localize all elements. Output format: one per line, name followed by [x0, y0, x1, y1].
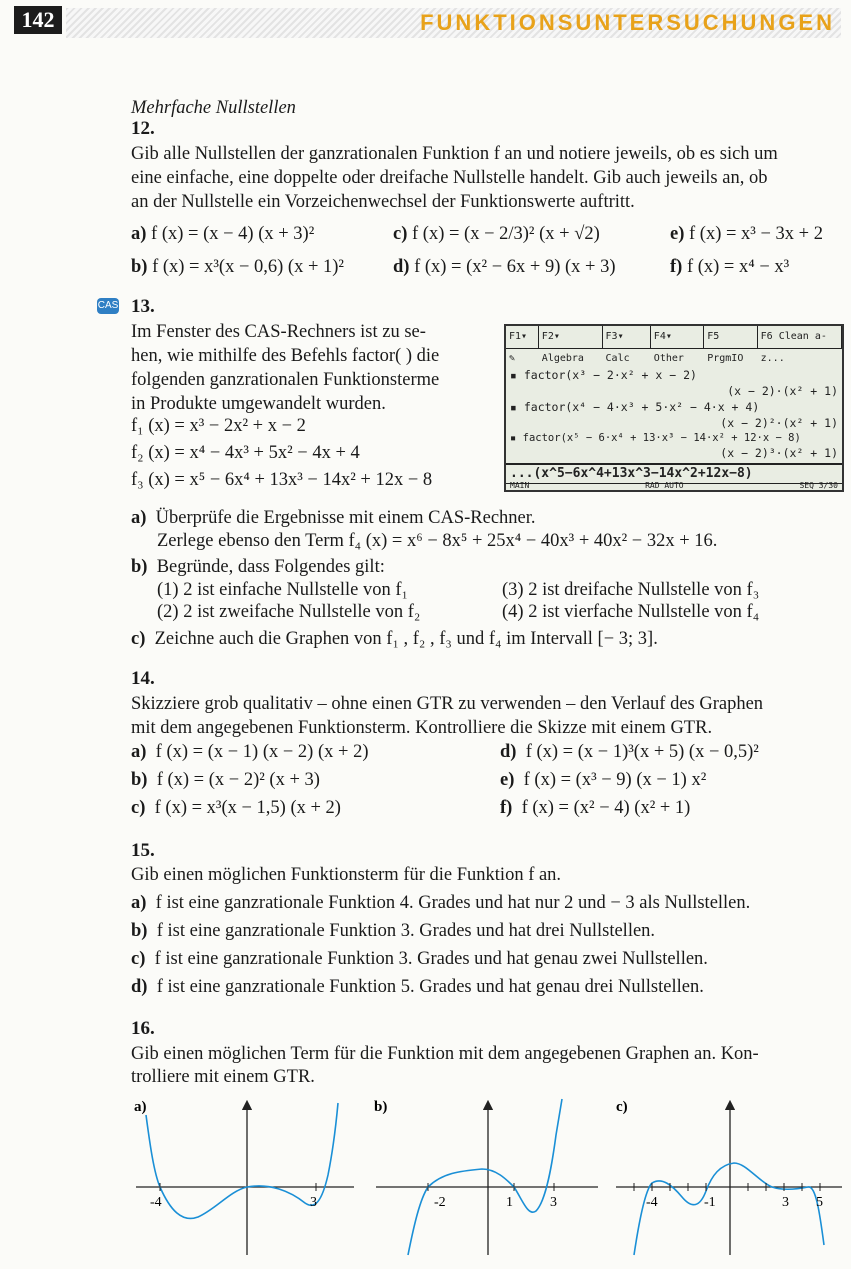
ex13-f1: f₁ (x) = x³ − 2x² + x − 2: [131, 416, 306, 436]
ex12-item-c: c) f (x) = (x − 2/3)² (x + √2): [393, 224, 600, 244]
header-bar: [66, 8, 841, 38]
graph-c-label: c): [616, 1099, 628, 1115]
ex13-text-4: in Produkte umgewandelt wurden.: [131, 394, 386, 414]
ex16-text-2: trolliere mit einem GTR.: [131, 1067, 315, 1087]
calc-status-angle: RAD AUTO: [645, 481, 684, 490]
ex12-text-1: Gib alle Nullstellen der ganzrationalen Funktion f an und notiere jeweils, ob es sich um: [131, 144, 778, 164]
ex13-text-2: hen, wie mithilfe des Befehls factor( ) die: [131, 346, 440, 366]
calc-input-3: ▪ factor(x⁵ − 6·x⁴ + 13·x³ − 14·x² + 12·x − 8): [510, 432, 801, 444]
graph-b-label: b): [374, 1099, 388, 1115]
graph-b-curve: [408, 1099, 562, 1255]
ex14-text-1: Skizziere grob qualitativ – ohne einen GTR zu verwenden – den Verlauf des Graphen: [131, 694, 764, 714]
ex12-item-a: a) f (x) = (x − 4) (x + 3)²: [131, 224, 315, 244]
ex14-item-c: c) f (x) = x³(x − 1,5) (x + 2): [131, 798, 341, 818]
cas-badge: CAS: [97, 298, 119, 314]
chapter-title: FUNKTIONSUNTERSUCHUNGEN: [420, 10, 835, 35]
graph-a: [130, 1095, 360, 1260]
calc-result-2: (x − 2)²·(x² + 1): [720, 416, 838, 430]
ex13-b-item-3: (3) 2 ist dreifache Nullstelle von f₃: [502, 580, 760, 600]
ex13-b-item-4: (4) 2 ist vierfache Nullstelle von f₄: [502, 602, 760, 622]
calc-menu-bar: [506, 326, 842, 364]
graph-c-tick-label-4: 5: [816, 1195, 823, 1210]
cas-screenshot: [504, 324, 844, 492]
graph-a-tick-label-1: -4: [150, 1195, 162, 1210]
ex12-item-d: d) f (x) = (x² − 6x + 9) (x + 3): [393, 257, 616, 277]
ex12-item-f: f) f (x) = x⁴ − x³: [670, 257, 790, 277]
ex13-number: 13.: [131, 296, 155, 317]
calc-result-1: (x − 2)·(x² + 1): [727, 384, 838, 398]
graph-a-tick-label-2: 3: [310, 1195, 317, 1210]
calc-status-bar: [510, 481, 838, 490]
calc-result-3: (x − 2)³·(x² + 1): [720, 446, 838, 460]
graph-c-tick-label-2: -1: [704, 1195, 716, 1210]
ex12-item-b: b) f (x) = x³(x − 0,6) (x + 1)²: [131, 257, 344, 277]
ex13-f2: f₂ (x) = x⁴ − 4x³ + 5x² − 4x + 4: [131, 443, 360, 463]
ex15-item-a: a) f ist eine ganzrationale Funktion 4. Grades und hat nur 2 und − 3 als Nullstellen.: [131, 893, 751, 913]
calc-status-seq: SEQ 3/30: [799, 481, 838, 490]
ex13-b-item-1: (1) 2 ist einfache Nullstelle von f₁: [157, 580, 408, 600]
calc-menu-f4: F4▾ Other: [651, 326, 704, 348]
ex13-text-3: folgenden ganzrationalen Funktionsterme: [131, 370, 440, 390]
ex13-b-line: b) Begründe, dass Folgendes gilt:: [131, 557, 385, 577]
calc-input-1: ▪ factor(x³ − 2·x² + x − 2): [510, 368, 697, 382]
ex15-text: Gib einen möglichen Funktionsterm für die Funktion f an.: [131, 865, 562, 885]
ex14-number: 14.: [131, 668, 155, 689]
ex15-item-b: b) f ist eine ganzrationale Funktion 3. Grades und hat drei Nullstellen.: [131, 921, 656, 941]
ex15-number: 15.: [131, 840, 155, 861]
graph-c-tick-label-1: -4: [646, 1195, 658, 1210]
ex13-a-line-2: Zerlege ebenso den Term f₄ (x) = x⁶ − 8x⁵ + 25x⁴ − 40x³ + 40x² − 32x + 16.: [157, 531, 718, 551]
calc-status-mode: MAIN: [510, 481, 530, 490]
ex12-number: 12.: [131, 118, 155, 139]
ex14-item-e: e) f (x) = (x³ − 9) (x − 1) x²: [500, 770, 707, 790]
ex12-text-2: eine einfache, eine doppelte oder dreifache Nullstelle handelt. Gib auch jeweils an, ob: [131, 168, 768, 188]
page-number: 142: [14, 6, 62, 34]
calc-menu-f1: F1▾ ✎: [506, 326, 539, 348]
graph-b: [370, 1095, 600, 1260]
graph-c-tick-label-3: 3: [782, 1195, 789, 1210]
ex13-a-line-1: a) Überprüfe die Ergebnisse mit einem CAS-Rechner.: [131, 508, 536, 528]
ex15-item-c: c) f ist eine ganzrationale Funktion 3. Grades und hat genau zwei Nullstellen.: [131, 949, 708, 969]
calc-entry-line: ...(x^5−6x^4+13x^3−14x^2+12x−8): [506, 463, 842, 484]
ex16-text-1: Gib einen möglichen Term für die Funktion mit dem angegebenen Graphen an. Kon-: [131, 1044, 759, 1064]
calc-menu-f3: F3▾ Calc: [603, 326, 651, 348]
ex13-text-1: Im Fenster des CAS-Rechners ist zu se-: [131, 322, 426, 342]
graph-b-tick-label-3: 3: [550, 1195, 557, 1210]
ex16-number: 16.: [131, 1018, 155, 1039]
section-heading: Mehrfache Nullstellen: [131, 98, 296, 118]
ex13-b-item-2: (2) 2 ist zweifache Nullstelle von f₂: [157, 602, 421, 622]
ex14-text-2: mit dem angegebenen Funktionsterm. Kontrolliere die Skizze mit einem GTR.: [131, 718, 713, 738]
graph-a-label: a): [134, 1099, 147, 1115]
ex14-item-d: d) f (x) = (x − 1)³(x + 5) (x − 0,5)²: [500, 742, 759, 762]
calc-menu-f6: F6 Clean a-z...: [758, 326, 842, 348]
calc-menu-f5: F5 PrgmIO: [704, 326, 757, 348]
graph-b-tick-label-1: -2: [434, 1195, 446, 1210]
ex12-text-3: an der Nullstelle ein Vorzeichenwechsel der Funktionswerte auftritt.: [131, 192, 635, 212]
ex12-item-e: e) f (x) = x³ − 3x + 2: [670, 224, 823, 244]
calc-input-2: ▪ factor(x⁴ − 4·x³ + 5·x² − 4·x + 4): [510, 400, 760, 414]
ex13-f3: f₃ (x) = x⁵ − 6x⁴ + 13x³ − 14x² + 12x − 8: [131, 470, 433, 490]
calc-menu-f2: F2▾ Algebra: [539, 326, 603, 348]
ex14-item-f: f) f (x) = (x² − 4) (x² + 1): [500, 798, 691, 818]
graph-c: [612, 1095, 844, 1260]
graph-b-tick-label-2: 1: [506, 1195, 513, 1210]
ex14-item-b: b) f (x) = (x − 2)² (x + 3): [131, 770, 320, 790]
ex15-item-d: d) f ist eine ganzrationale Funktion 5. Grades und hat genau drei Nullstellen.: [131, 977, 704, 997]
graph-c-curve: [634, 1163, 824, 1255]
ex13-c-line: c) Zeichne auch die Graphen von f₁ , f₂ , f₃ und f₄ im Intervall [− 3; 3].: [131, 629, 658, 649]
ex14-item-a: a) f (x) = (x − 1) (x − 2) (x + 2): [131, 742, 369, 762]
